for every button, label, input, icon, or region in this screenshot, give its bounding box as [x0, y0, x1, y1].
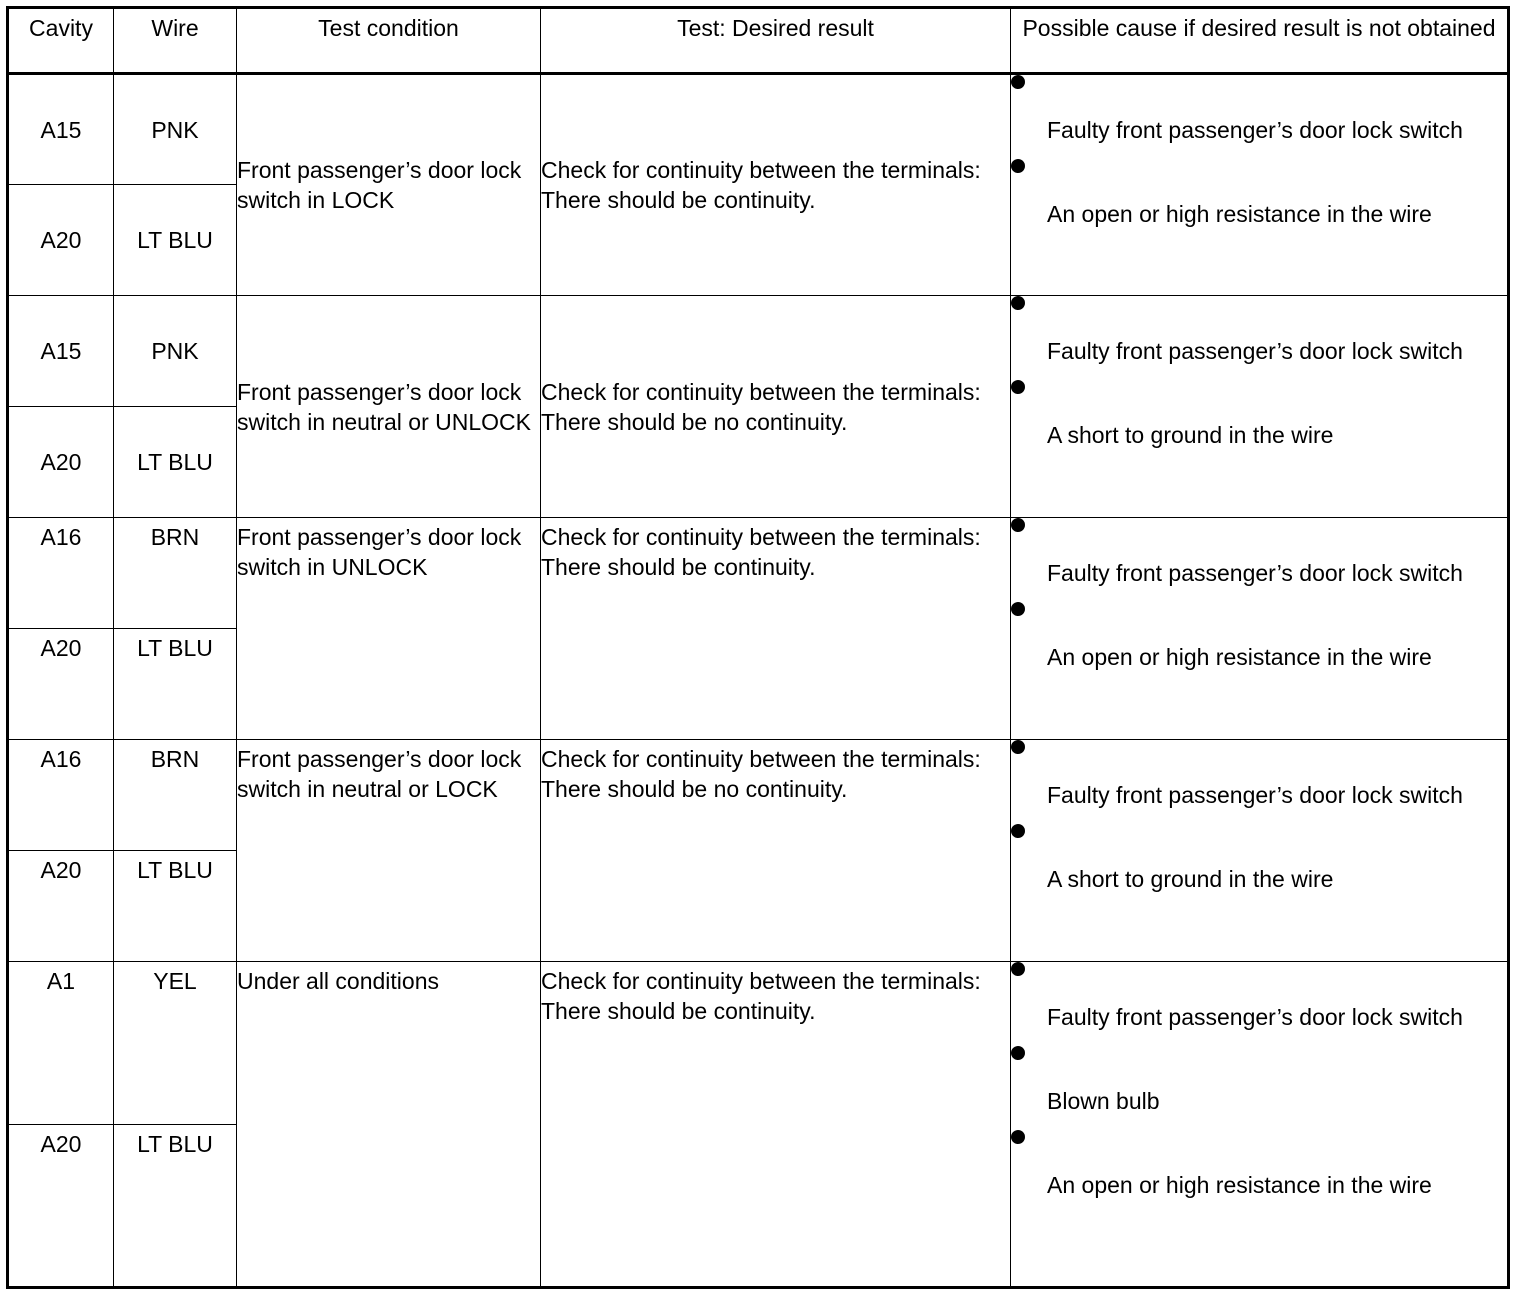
table-row: [8, 518, 1509, 629]
cause-text: Blown bulb: [1047, 1088, 1160, 1114]
possible-cause-cell: [1011, 740, 1509, 962]
bullet-icon: [1011, 1046, 1025, 1060]
cause-item: [1011, 1046, 1507, 1130]
result-expect-text: There should be no continuity.: [541, 408, 848, 435]
cause-text: Faulty front passenger’s door lock switch: [1047, 1004, 1463, 1030]
result-check-text: Check for continuity between the terminals:: [541, 157, 981, 183]
cause-item: [1011, 75, 1507, 159]
possible-cause-cell: [1011, 962, 1509, 1288]
desired-result-cell: [541, 962, 1011, 1288]
cavity-cell: A20: [8, 851, 114, 962]
bullet-icon: [1011, 159, 1025, 173]
cause-text: Faulty front passenger’s door lock switch: [1047, 338, 1463, 364]
header-wire: Wire: [114, 8, 237, 74]
bullet-icon: [1011, 602, 1025, 616]
cavity-cell: A20: [8, 185, 114, 296]
cause-item: [1011, 962, 1507, 1046]
header-cavity: Cavity: [8, 8, 114, 74]
header-test-condition: Test condition: [237, 8, 541, 74]
bullet-icon: [1011, 380, 1025, 394]
table-row: [8, 962, 1509, 1125]
header-row: [8, 8, 1509, 74]
wire-cell: BRN: [114, 518, 237, 629]
wire-cell: LT BLU: [114, 185, 237, 296]
cavity-cell: A16: [8, 518, 114, 629]
test-table: [6, 6, 1510, 1289]
cause-item: [1011, 518, 1507, 602]
bullet-icon: [1011, 296, 1025, 310]
cavity-cell: A1: [8, 962, 114, 1125]
result-check-text: Check for continuity between the terminals:: [541, 378, 981, 405]
result-check-text: Check for continuity between the terminals:: [541, 746, 981, 772]
test-condition-cell: Front passenger’s door lock switch in LOCK: [237, 74, 541, 296]
wire-cell: PNK: [114, 296, 237, 407]
table-row: [8, 296, 1509, 407]
result-expect-text: There should be continuity.: [541, 998, 816, 1024]
header-desired-result: Test: Desired result: [541, 8, 1011, 74]
possible-cause-cell: [1011, 518, 1509, 740]
cause-text: Faulty front passenger’s door lock switch: [1047, 560, 1463, 586]
cavity-cell: A15: [8, 296, 114, 407]
wire-cell: LT BLU: [114, 629, 237, 740]
cause-item: [1011, 380, 1507, 464]
result-expect-text: There should be continuity.: [541, 554, 816, 580]
test-condition-cell: Front passenger’s door lock switch in neutral or LOCK: [237, 740, 541, 962]
wire-cell: LT BLU: [114, 407, 237, 518]
table-row: [8, 740, 1509, 851]
result-check-text: Check for continuity between the terminals:: [541, 524, 981, 550]
wire-cell: LT BLU: [114, 1125, 237, 1288]
wire-cell: YEL: [114, 962, 237, 1125]
cavity-cell: A20: [8, 1125, 114, 1288]
bullet-icon: [1011, 1130, 1025, 1144]
result-expect-text: There should be no continuity.: [541, 776, 848, 802]
test-condition-cell: Under all conditions: [237, 962, 541, 1288]
bullet-icon: [1011, 824, 1025, 838]
desired-result-cell: [541, 740, 1011, 962]
header-possible-cause: Possible cause if desired result is not obtained: [1011, 8, 1509, 74]
cause-text: An open or high resistance in the wire: [1047, 1172, 1432, 1198]
test-condition-cell: Front passenger’s door lock switch in UNLOCK: [237, 518, 541, 740]
wire-cell: BRN: [114, 740, 237, 851]
cause-item: [1011, 824, 1507, 908]
cause-text: A short to ground in the wire: [1047, 866, 1334, 892]
cause-item: [1011, 602, 1507, 686]
cause-text: An open or high resistance in the wire: [1047, 201, 1432, 227]
table-row: [8, 74, 1509, 185]
bullet-icon: [1011, 962, 1025, 976]
cause-item: [1011, 296, 1507, 380]
cavity-cell: A20: [8, 629, 114, 740]
wire-cell: LT BLU: [114, 851, 237, 962]
result-expect-text: There should be continuity.: [541, 187, 816, 213]
cause-text: A short to ground in the wire: [1047, 422, 1334, 448]
cause-item: [1011, 159, 1507, 243]
cavity-cell: A15: [8, 74, 114, 185]
possible-cause-cell: [1011, 296, 1509, 518]
desired-result-cell: [541, 518, 1011, 740]
bullet-icon: [1011, 518, 1025, 532]
cause-text: Faulty front passenger’s door lock switch: [1047, 117, 1463, 143]
bullet-icon: [1011, 740, 1025, 754]
desired-result-cell: [541, 74, 1011, 296]
wire-cell: PNK: [114, 74, 237, 185]
bullet-icon: [1011, 75, 1025, 89]
possible-cause-cell: [1011, 74, 1509, 296]
test-condition-cell: Front passenger’s door lock switch in neutral or UNLOCK: [237, 296, 541, 518]
cause-text: Faulty front passenger’s door lock switch: [1047, 782, 1463, 808]
cause-item: [1011, 740, 1507, 824]
desired-result-cell: [541, 296, 1011, 518]
cavity-cell: A20: [8, 407, 114, 518]
cause-text: An open or high resistance in the wire: [1047, 644, 1432, 670]
cavity-cell: A16: [8, 740, 114, 851]
cause-item: [1011, 1130, 1507, 1214]
result-check-text: Check for continuity between the terminals:: [541, 968, 981, 994]
